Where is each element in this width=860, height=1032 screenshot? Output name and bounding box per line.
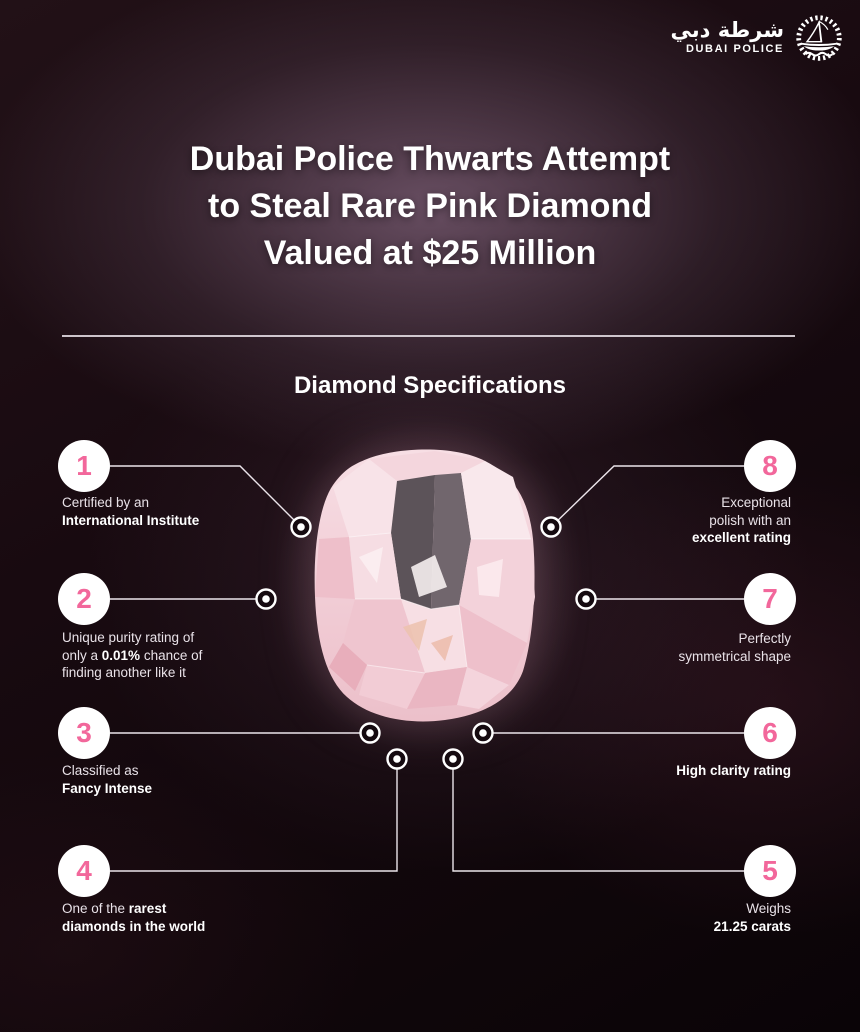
- callout-3-number-badge: 3: [58, 707, 110, 759]
- callout-3-text: [62, 762, 267, 797]
- callout-6-text: [586, 762, 791, 780]
- logo-arabic-text: شرطة دبي: [670, 18, 784, 42]
- callout-text-line: symmetrical shape: [678, 648, 791, 664]
- callout-5-number-badge: 5: [744, 845, 796, 897]
- callout-2-number-badge: 2: [58, 573, 110, 625]
- divider-line: [62, 335, 795, 337]
- logo-english-text: DUBAI POLICE: [685, 43, 784, 55]
- dubai-police-emblem-icon: [794, 12, 844, 62]
- callout-text-line: One of the rarest: [62, 901, 167, 916]
- title-line-3: Valued at $25 Million: [263, 234, 597, 272]
- callout-text-line: Unique purity rating of: [62, 630, 195, 645]
- callout-text-line: High clarity rating: [676, 763, 791, 778]
- section-heading: Diamond Specifications: [293, 372, 567, 399]
- callout-text-line: 21.25 carats: [713, 918, 791, 934]
- callout-text-line: Fancy Intense: [62, 780, 153, 796]
- callout-text-line: International Institute: [62, 512, 200, 528]
- callout-7-text: [586, 630, 791, 665]
- callout-text-line: Exceptional: [721, 495, 791, 510]
- callout-text-line: Weighs: [746, 901, 791, 916]
- callout-4-number-badge: 4: [58, 845, 110, 897]
- callout-6-number-badge: 6: [744, 707, 796, 759]
- callout-text-line: polish with an: [709, 512, 791, 528]
- callout-1-number-badge: 1: [58, 440, 110, 492]
- callout-text-line: finding another like it: [62, 665, 186, 680]
- callout-text-line: Classified as: [62, 763, 139, 778]
- callout-text-line: Perfectly: [738, 631, 791, 646]
- callout-2-text: [62, 629, 267, 682]
- diamond-image: [307, 447, 543, 723]
- title-line-1: Dubai Police Thwarts Attempt: [189, 140, 671, 178]
- title-line-2: to Steal Rare Pink Diamond: [208, 187, 652, 225]
- callout-4-text: [62, 900, 267, 935]
- callout-8-text: [586, 494, 791, 547]
- callout-8-number-badge: 8: [744, 440, 796, 492]
- dubai-police-logo: [671, 12, 844, 62]
- page-title: [0, 136, 860, 277]
- logo-wordmark: [671, 18, 784, 56]
- callout-1-text: [62, 494, 267, 529]
- callout-5-text: [586, 900, 791, 935]
- callout-7-number-badge: 7: [744, 573, 796, 625]
- callout-text-line: only a 0.01% chance of: [62, 647, 203, 663]
- callout-text-line: Certified by an: [62, 495, 150, 510]
- callout-text-line: diamonds in the world: [62, 918, 206, 934]
- callout-text-line: excellent rating: [691, 530, 791, 545]
